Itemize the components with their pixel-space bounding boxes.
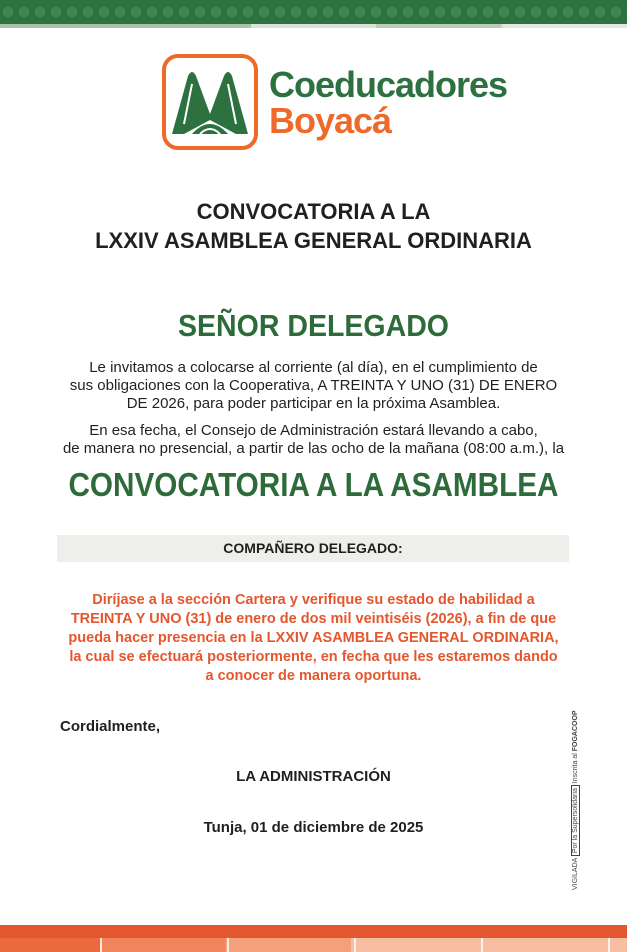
notice-line4: la cual se efectuará posteriormente, en fecha que les estaremos dando: [69, 649, 558, 665]
vigilada-notice: [570, 710, 582, 890]
convocation-headline: CONVOCATORIA A LA ASAMBLEA: [68, 466, 559, 503]
invitation-paragraph: [50, 359, 577, 413]
fogacoop-label: FOGACOOP: [572, 710, 579, 752]
document-date: Tunja, 01 de diciembre de 2025: [203, 819, 424, 836]
brand-name-line2: Boyacá: [269, 100, 392, 141]
greeting-heading: SEÑOR DELEGADO: [178, 308, 449, 343]
closing-salutation: Cordialmente,: [60, 718, 161, 735]
brand-name-line1: Coeducadores: [269, 64, 508, 105]
invitation-line1: Le invitamos a colocarse al corriente (al día), en el cumplimiento de: [89, 359, 538, 376]
schedule-paragraph: [50, 422, 577, 458]
invitation-line2: sus obligaciones con la Cooperativa, A TREINTA Y UNO (31) DE ENERO: [69, 377, 558, 394]
notice-line5: a conocer de manera oportuna.: [205, 668, 422, 684]
vigilada-prefix: VIGILADA: [572, 858, 579, 890]
section-label: COMPAÑERO DELEGADO:: [223, 540, 403, 556]
document-title: [0, 197, 627, 255]
top-decorative-band: [0, 0, 627, 28]
notice-line3: pueda hacer presencia en la LXXIV ASAMBLEA GENERAL ORDINARIA,: [68, 630, 559, 646]
invitation-line3: DE 2026, para poder participar en la próxima Asamblea.: [126, 395, 501, 412]
inscrita-label: Inscrita al: [572, 753, 579, 784]
schedule-line2: de manera no presencial, a partir de las ocho de la mañana (08:00 a.m.), la: [62, 440, 565, 457]
notice-line1: Diríjase a la sección Cartera y verifique su estado de habilidad a: [92, 592, 535, 608]
notice-paragraph: [40, 591, 587, 686]
brand-logo: [162, 54, 522, 154]
title-line1: CONVOCATORIA A LA: [196, 199, 431, 224]
coeducadores-logo-icon: [162, 54, 258, 150]
supersolidaria-label: Por la Supersolidaria: [571, 785, 580, 856]
bottom-decorative-band: [0, 925, 627, 952]
schedule-line1: En esa fecha, el Consejo de Administración estará llevando a cabo,: [89, 422, 538, 439]
top-band-edge: [0, 24, 627, 28]
top-band-pattern: [0, 0, 627, 24]
bottom-band-dividers: [0, 938, 627, 952]
title-line2: LXXIV ASAMBLEA GENERAL ORDINARIA: [95, 228, 532, 253]
signature: LA ADMINISTRACIÓN: [236, 768, 391, 785]
section-label-bar: [57, 535, 569, 562]
notice-line2: TREINTA Y UNO (31) de enero de dos mil veintiséis (2026), a fin de que: [70, 611, 557, 627]
